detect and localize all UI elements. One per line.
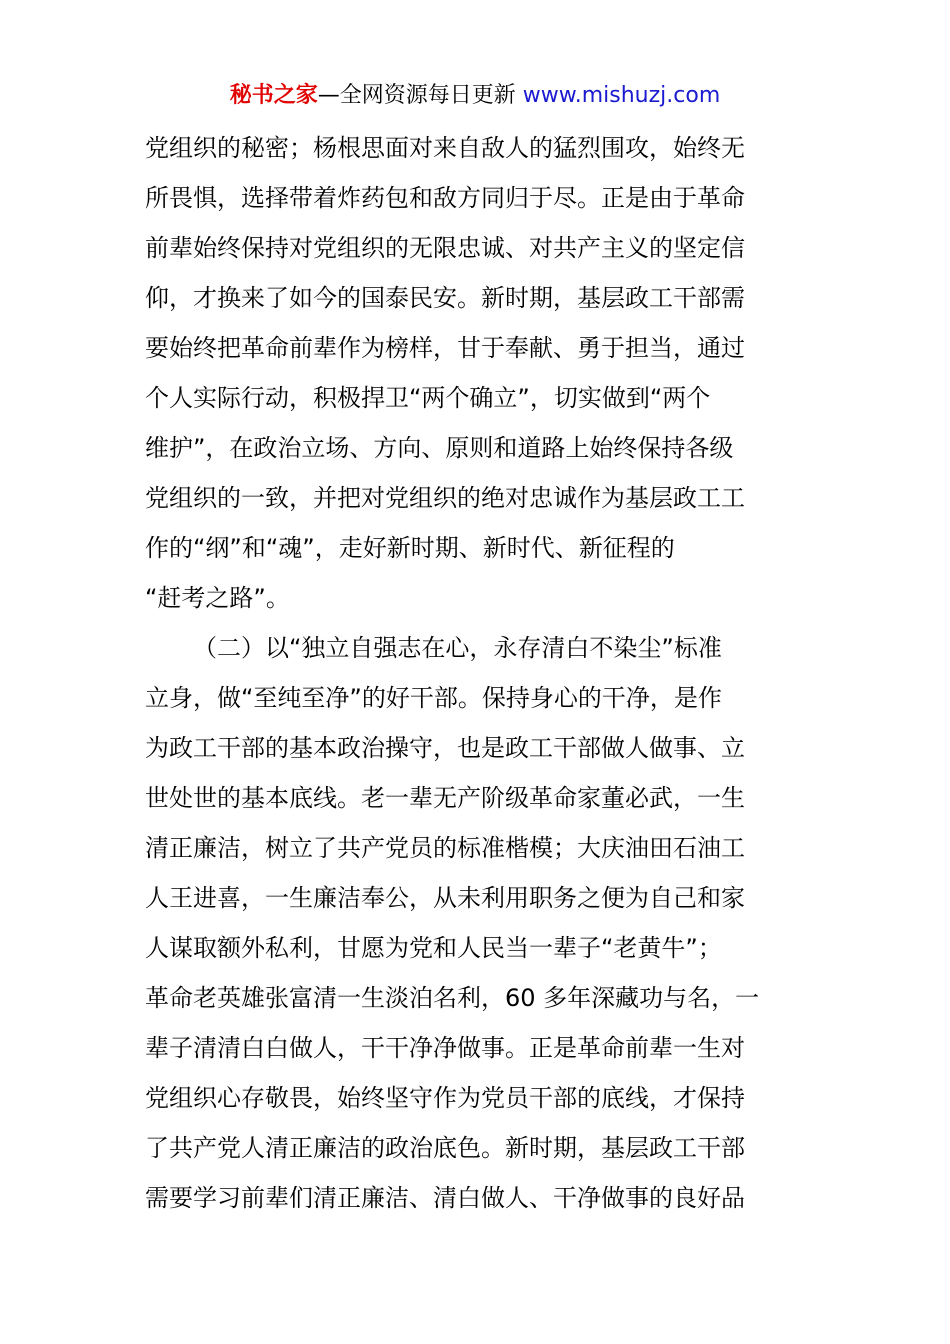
text-line: 辈子清清白白做人，干干净净做事。正是革命前辈一生对 xyxy=(145,1034,745,1062)
site-url[interactable]: www.mishuzj.com xyxy=(522,83,721,108)
text-line: 了共产党人清正廉洁的政治底色。新时期，基层政工干部 xyxy=(145,1134,745,1162)
text-line: 所畏惧，选择带着炸药包和敌方同归于尽。正是由于革命 xyxy=(145,184,745,212)
text-line: 党组织的一致，并把对党组织的绝对忠诚作为基层政工工 xyxy=(145,484,745,512)
text-line: 需要学习前辈们清正廉洁、清白做人、干净做事的良好品 xyxy=(145,1184,745,1212)
text-line: 人谋取额外私利，甘愿为党和人民当一辈子“老黄牛”； xyxy=(145,934,722,962)
text-line: 要始终把革命前辈作为榜样，甘于奉献、勇于担当，通过 xyxy=(145,334,745,362)
text-line: “赶考之路”。 xyxy=(145,584,290,612)
text-line: 维护”，在政治立场、方向、原则和道路上始终保持各级 xyxy=(145,434,734,462)
text-line: 作的“纲”和“魂”，走好新时期、新时代、新征程的 xyxy=(145,534,675,562)
text-line: 仰，才换来了如今的国泰民安。新时期，基层政工干部需 xyxy=(145,284,745,312)
text-line: 前辈始终保持对党组织的无限忠诚、对共产主义的坚定信 xyxy=(145,234,745,262)
text-line: 党组织的秘密；杨根思面对来自敌人的猛烈围攻，始终无 xyxy=(145,134,745,162)
text-line: 清正廉洁，树立了共产党员的标准楷模；大庆油田石油工 xyxy=(145,834,745,862)
text-line: 为政工干部的基本政治操守，也是政工干部做人做事、立 xyxy=(145,734,745,762)
text-line: 个人实际行动，积极捍卫“两个确立”，切实做到“两个 xyxy=(145,384,711,412)
site-header xyxy=(0,80,950,112)
paragraph-heading-line: （二）以“独立自强志在心，永存清白不染尘”标准 xyxy=(193,634,722,662)
site-brand: 秘书之家 xyxy=(229,83,318,108)
document-body xyxy=(145,123,809,1223)
site-slogan: —全网资源每日更新 xyxy=(317,83,523,108)
text-line: 革命老英雄张富清一生淡泊名利，60 多年深藏功与名，一 xyxy=(145,984,760,1012)
text-line: 立身，做“至纯至净”的好干部。保持身心的干净，是作 xyxy=(145,684,722,712)
text-line: 世处世的基本底线。老一辈无产阶级革命家董必武，一生 xyxy=(145,784,745,812)
text-line: 人王进喜，一生廉洁奉公，从未利用职务之便为自己和家 xyxy=(145,884,745,912)
text-line: 党组织心存敬畏，始终坚守作为党员干部的底线，才保持 xyxy=(145,1084,745,1112)
